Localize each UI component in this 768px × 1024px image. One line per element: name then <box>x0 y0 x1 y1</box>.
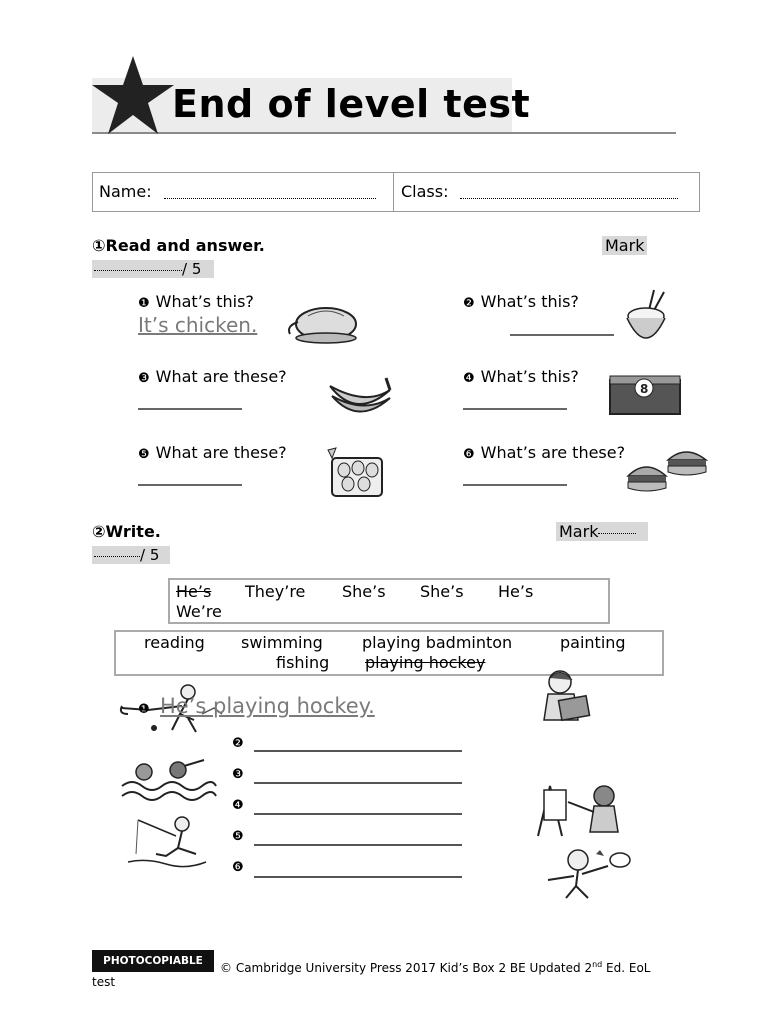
pronoun-she: She’s <box>420 582 464 601</box>
write-line-6[interactable] <box>254 876 462 878</box>
question-3-text: What are these? <box>155 367 287 386</box>
burgers-icon <box>626 446 710 496</box>
section2-mark-label: Mark <box>559 522 599 541</box>
question-4-number: ❹ <box>463 371 475 386</box>
copyright-text: © Cambridge University Press 2017 Kid’s Box 2 BE Updated 2 <box>220 961 593 975</box>
question-1 <box>138 292 254 311</box>
question-2 <box>463 292 579 311</box>
eggs-icon <box>326 446 386 500</box>
answer-line-3[interactable] <box>138 408 242 410</box>
section2-score-text: / 5 <box>140 546 160 564</box>
question-3 <box>138 367 287 386</box>
copyright-line-2: test <box>92 975 116 989</box>
name-class-box <box>92 172 700 212</box>
question-2-number: ❷ <box>463 296 475 311</box>
swimmers-icon <box>120 758 216 804</box>
name-field[interactable] <box>164 198 376 199</box>
example-number: ❶ <box>138 702 150 717</box>
girl-reading-icon <box>538 668 594 724</box>
question-4-text: What’s this? <box>480 367 579 386</box>
bananas-icon <box>326 370 394 420</box>
page-title: End of level test <box>172 82 531 126</box>
example-answer-hockey: He’s playing hockey. <box>160 694 375 718</box>
pronoun-they: They’re <box>245 582 306 601</box>
example-answer-1: It’s chicken. <box>138 313 258 337</box>
boy-badminton-icon <box>538 846 634 900</box>
question-5-text: What are these? <box>155 443 287 462</box>
section2-heading-text: Write. <box>105 522 161 541</box>
rice-bowl-icon <box>624 288 672 348</box>
section2-heading <box>92 522 161 541</box>
write-line-4[interactable] <box>254 813 462 815</box>
fishing-boy-icon <box>126 814 210 870</box>
section2-number: ② <box>92 522 106 541</box>
write-line-6-number: ❻ <box>232 860 244 875</box>
question-2-text: What’s this? <box>480 292 579 311</box>
answer-line-6[interactable] <box>463 484 567 486</box>
section1-score[interactable] <box>92 260 214 278</box>
section1-score-dots <box>94 270 182 271</box>
header-rule <box>92 132 676 134</box>
copyright-line <box>220 960 651 975</box>
name-class-divider <box>393 172 394 212</box>
write-line-3[interactable] <box>254 782 462 784</box>
photocopiable-badge: PHOTOCOPIABLE <box>92 950 214 972</box>
answer-line-2[interactable] <box>510 334 614 336</box>
activity-swimming: swimming <box>241 633 323 652</box>
question-6-number: ❻ <box>463 447 475 462</box>
activity-painting: painting <box>560 633 626 652</box>
pronoun-she: She’s <box>342 582 386 601</box>
roast-chicken-icon <box>284 298 358 346</box>
question-4 <box>463 367 579 386</box>
star-icon <box>90 52 176 138</box>
pronoun-we: We’re <box>176 602 222 621</box>
write-line-2-number: ❷ <box>232 736 244 751</box>
question-6-text: What’s are these? <box>480 443 626 462</box>
class-field[interactable] <box>460 198 678 199</box>
section2-score-dots <box>94 556 140 557</box>
question-5 <box>138 443 287 462</box>
svg-text:8: 8 <box>640 382 649 396</box>
section1-heading <box>92 236 265 255</box>
question-3-number: ❸ <box>138 371 150 386</box>
girl-painting-icon <box>534 782 626 838</box>
write-line-2[interactable] <box>254 750 462 752</box>
section1-score-text: / 5 <box>182 260 202 278</box>
section1-mark-label: Mark <box>602 236 647 255</box>
copyright-text-end: Ed. EoL <box>602 961 651 975</box>
question-1-text: What’s this? <box>155 292 254 311</box>
activity-fishing: fishing <box>276 653 330 672</box>
activity-playing-hockey-example: playing hockey <box>365 653 486 672</box>
question-6 <box>463 443 625 462</box>
section1-heading-text: Read and answer. <box>105 236 265 255</box>
class-label: Class: <box>401 182 449 201</box>
answer-line-4[interactable] <box>463 408 567 410</box>
question-5-number: ❺ <box>138 447 150 462</box>
activity-playing-badminton: playing badminton <box>362 633 513 652</box>
write-line-5[interactable] <box>254 844 462 846</box>
section2-mark-dots <box>598 533 636 534</box>
pronoun-word-box <box>168 578 610 624</box>
answer-line-5[interactable] <box>138 484 242 486</box>
section2-mark <box>556 522 648 541</box>
pronoun-he-example: He’s <box>176 582 212 601</box>
write-line-3-number: ❸ <box>232 767 244 782</box>
section2-score[interactable] <box>92 546 170 564</box>
section1-number: ① <box>92 236 106 255</box>
write-line-5-number: ❺ <box>232 829 244 844</box>
question-1-number: ❶ <box>138 296 150 311</box>
name-label: Name: <box>99 182 152 201</box>
copyright-superscript: nd <box>592 960 603 969</box>
pronoun-he: He’s <box>498 582 534 601</box>
activity-reading: reading <box>144 633 205 652</box>
birthday-cake-icon <box>606 366 684 418</box>
write-line-4-number: ❹ <box>232 798 244 813</box>
